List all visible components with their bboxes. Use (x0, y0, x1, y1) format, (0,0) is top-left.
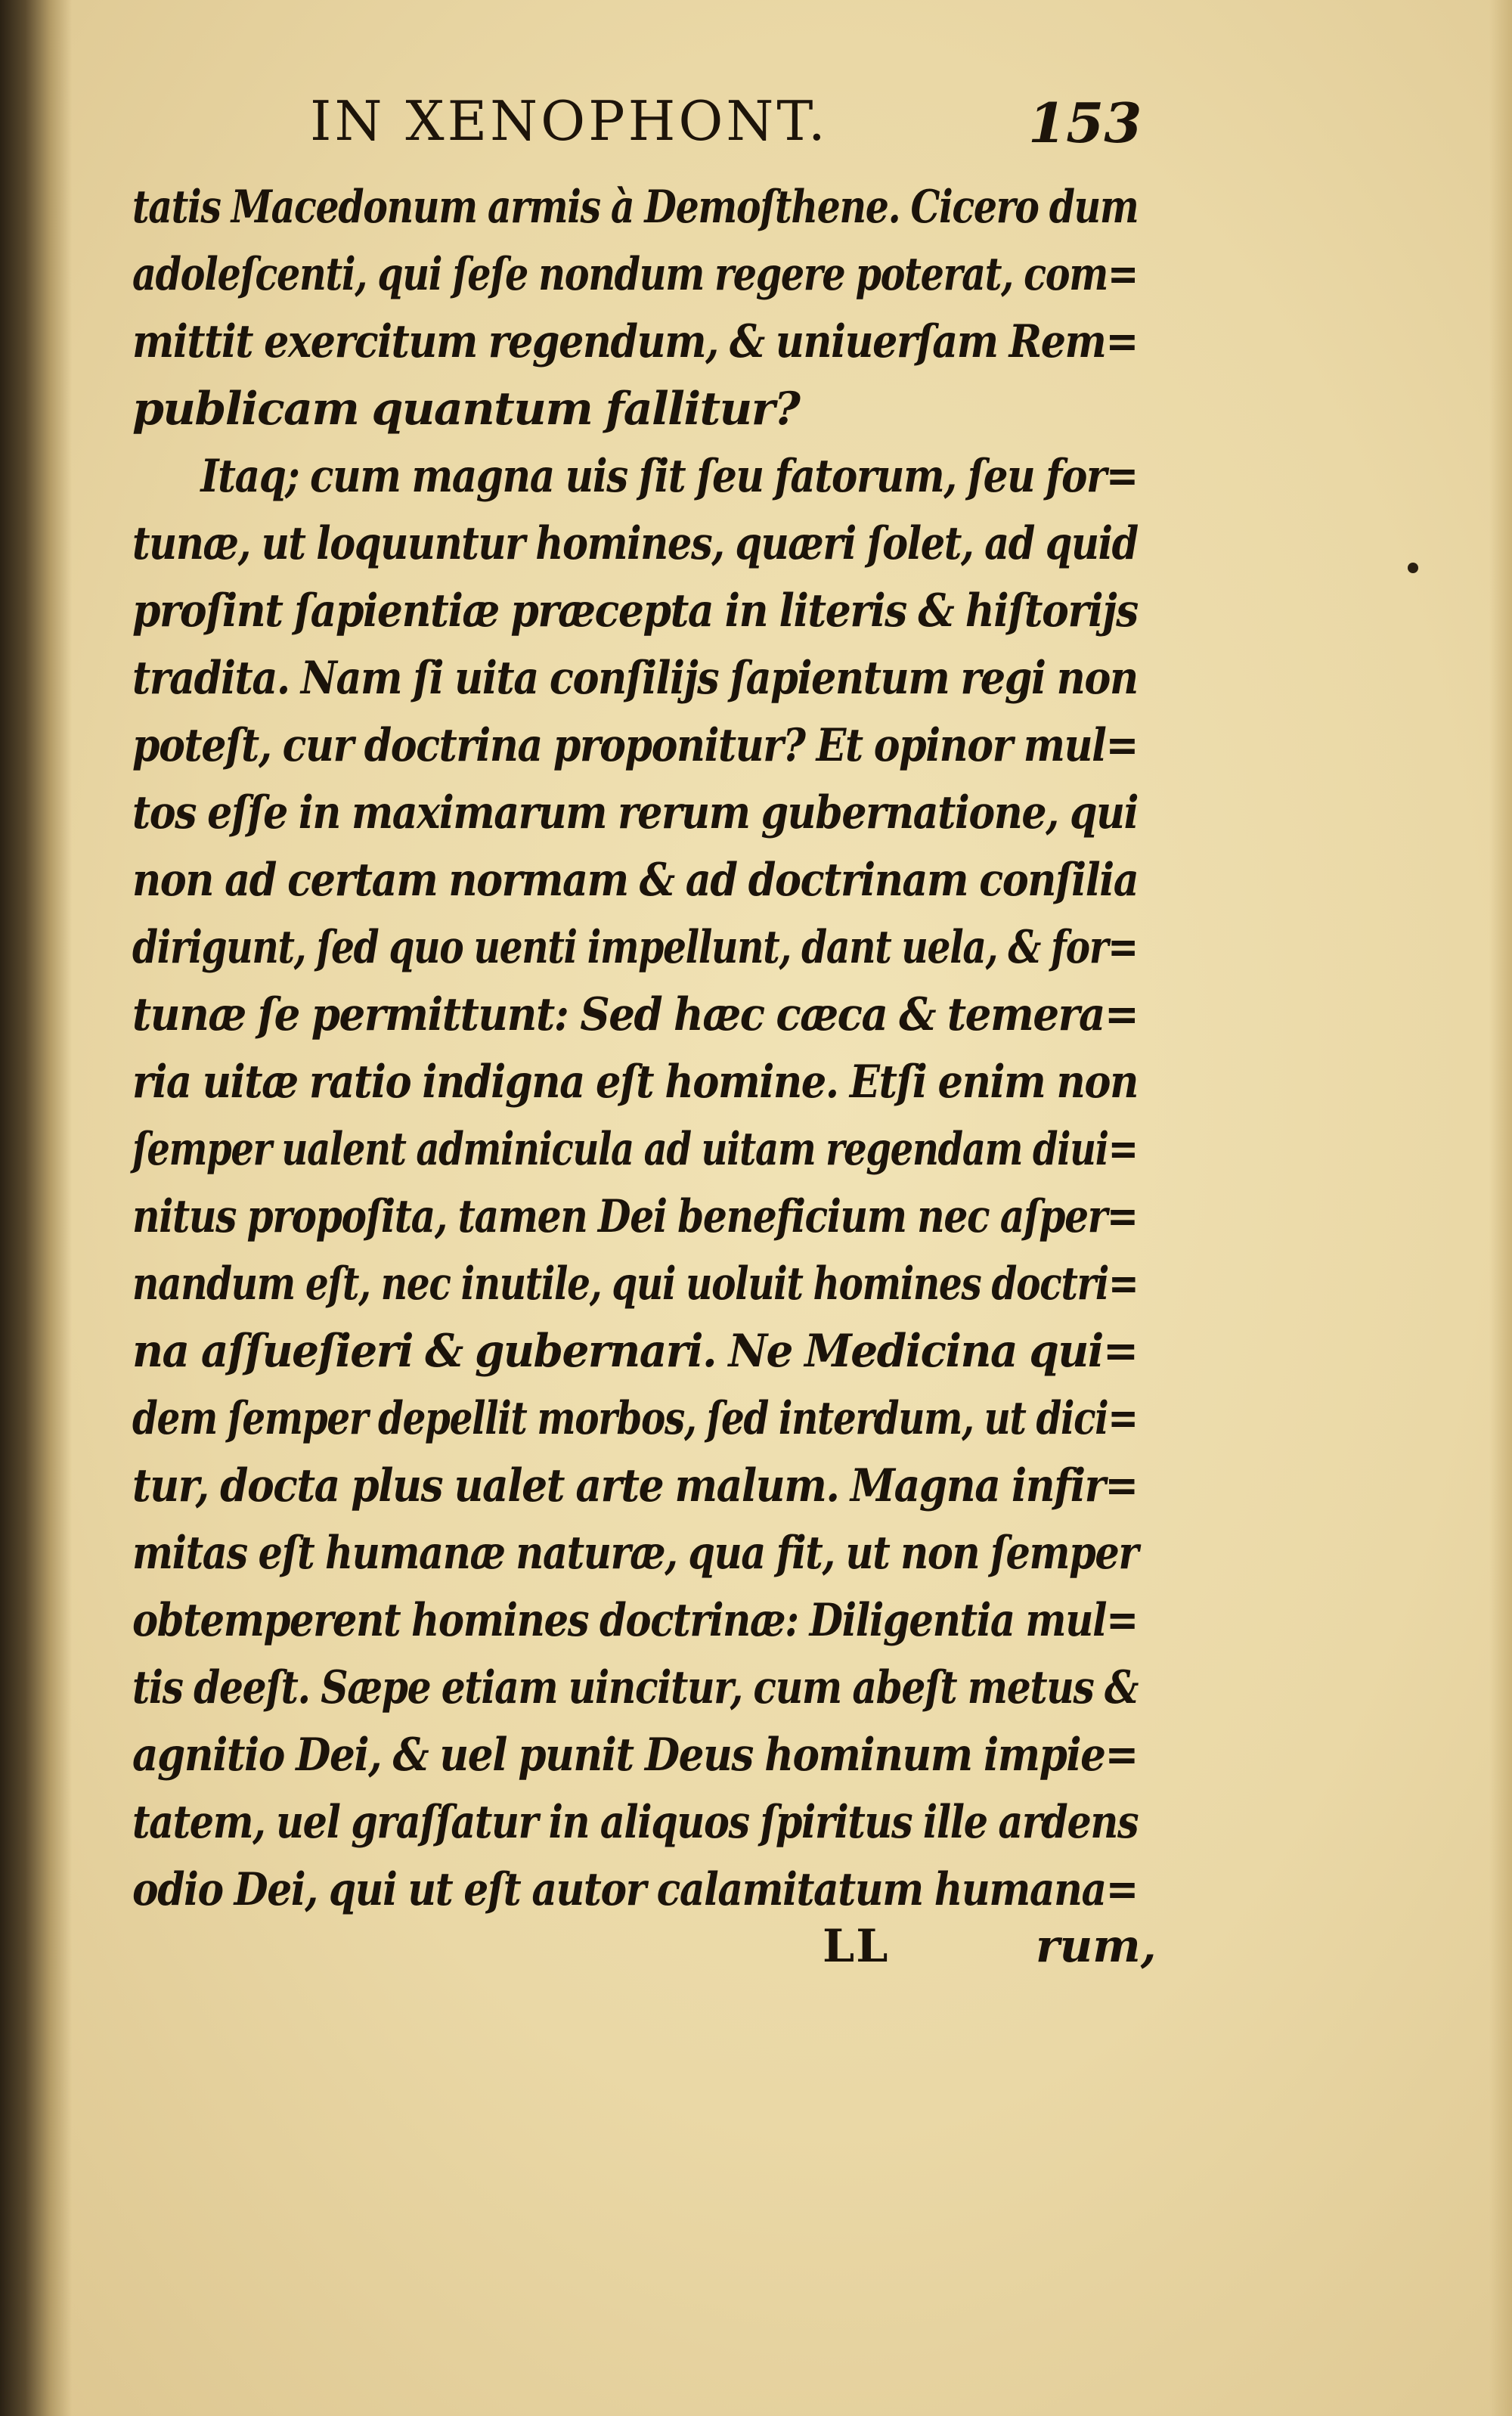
text-line: obtemperent homines doctrinæ: Diligentia mul= (132, 1594, 1138, 1647)
text-line: publicam quantum fallitur? (132, 383, 800, 436)
text-line: tradita. Nam ſi uita conſilijs ſapientum regi non (132, 652, 1138, 705)
ink-spot (1408, 563, 1418, 573)
binding-gutter (0, 0, 72, 2416)
text-line: mittit exercitum regendum, & uniuerſam Rem= (132, 315, 1138, 368)
text-line: ria uitæ ratio indigna eſt homine. Etſi enim non (132, 1056, 1138, 1109)
text-line: tunæ, ut loquuntur homines, quæri ſolet, ad quid (132, 517, 1138, 570)
page-edge (1489, 0, 1512, 2416)
text-line: tis deeſt. Sæpe etiam uincitur, cum abeſt metus & (132, 1661, 1139, 1714)
text-line: non ad certam normam & ad doctrinam conſilia (132, 854, 1139, 907)
text-line: nandum eſt, nec inutile, qui uoluit homines doctri= (132, 1258, 1139, 1310)
text-line: Itaq; cum magna uis ſit ſeu fatorum, ſeu for= (200, 450, 1138, 503)
text-line: dirigunt, ſed quo uenti impellunt, dant uela, & for= (132, 921, 1138, 974)
text-line: tatis Macedonum armis à Demoſthene. Cicero dum (132, 181, 1139, 234)
body-text (132, 174, 1138, 1924)
text-line: proſint ſapientiæ præcepta in literis & hiſtorijs (132, 585, 1138, 637)
text-line: odio Dei, qui ut eſt autor calamitatum humana= (132, 1863, 1138, 1916)
page-number: 153 (1028, 91, 1142, 155)
catchword: rum, (1036, 1920, 1157, 1973)
text-line: tunæ ſe permittunt: Sed hæc cæca & temera= (132, 988, 1139, 1041)
text-line: tur, docta plus ualet arte malum. Magna infir= (132, 1459, 1138, 1512)
text-line: poteſt, cur doctrina proponitur? Et opinor mul= (132, 719, 1138, 772)
text-line: dem ſemper depellit morbos, ſed interdum, ut dici= (132, 1392, 1138, 1445)
text-line: mitas eſt humanæ naturæ, qua fit, ut non ſemper (132, 1527, 1139, 1580)
page-header (0, 89, 1512, 172)
running-title: IN XENOPHONT. (310, 89, 829, 153)
text-line: agnitio Dei, & uel punit Deus hominum impie= (132, 1729, 1138, 1782)
text-line: nitus propoſita, tamen Dei beneficium nec aſper= (132, 1190, 1138, 1243)
text-line: ſemper ualent adminicula ad uitam regendam diui= (132, 1123, 1138, 1176)
text-line: na aſſueſieri & gubernari. Ne Medicina qui= (132, 1325, 1138, 1378)
text-line: tos eſſe in maximarum rerum gubernatione, qui (132, 786, 1139, 839)
text-line: adoleſcenti, qui ſeſe nondum regere poterat, com= (132, 248, 1138, 301)
text-line: tatem, uel graſſatur in aliquos ſpiritus ille ardens (132, 1796, 1139, 1849)
signature-mark: LL (823, 1920, 890, 1973)
